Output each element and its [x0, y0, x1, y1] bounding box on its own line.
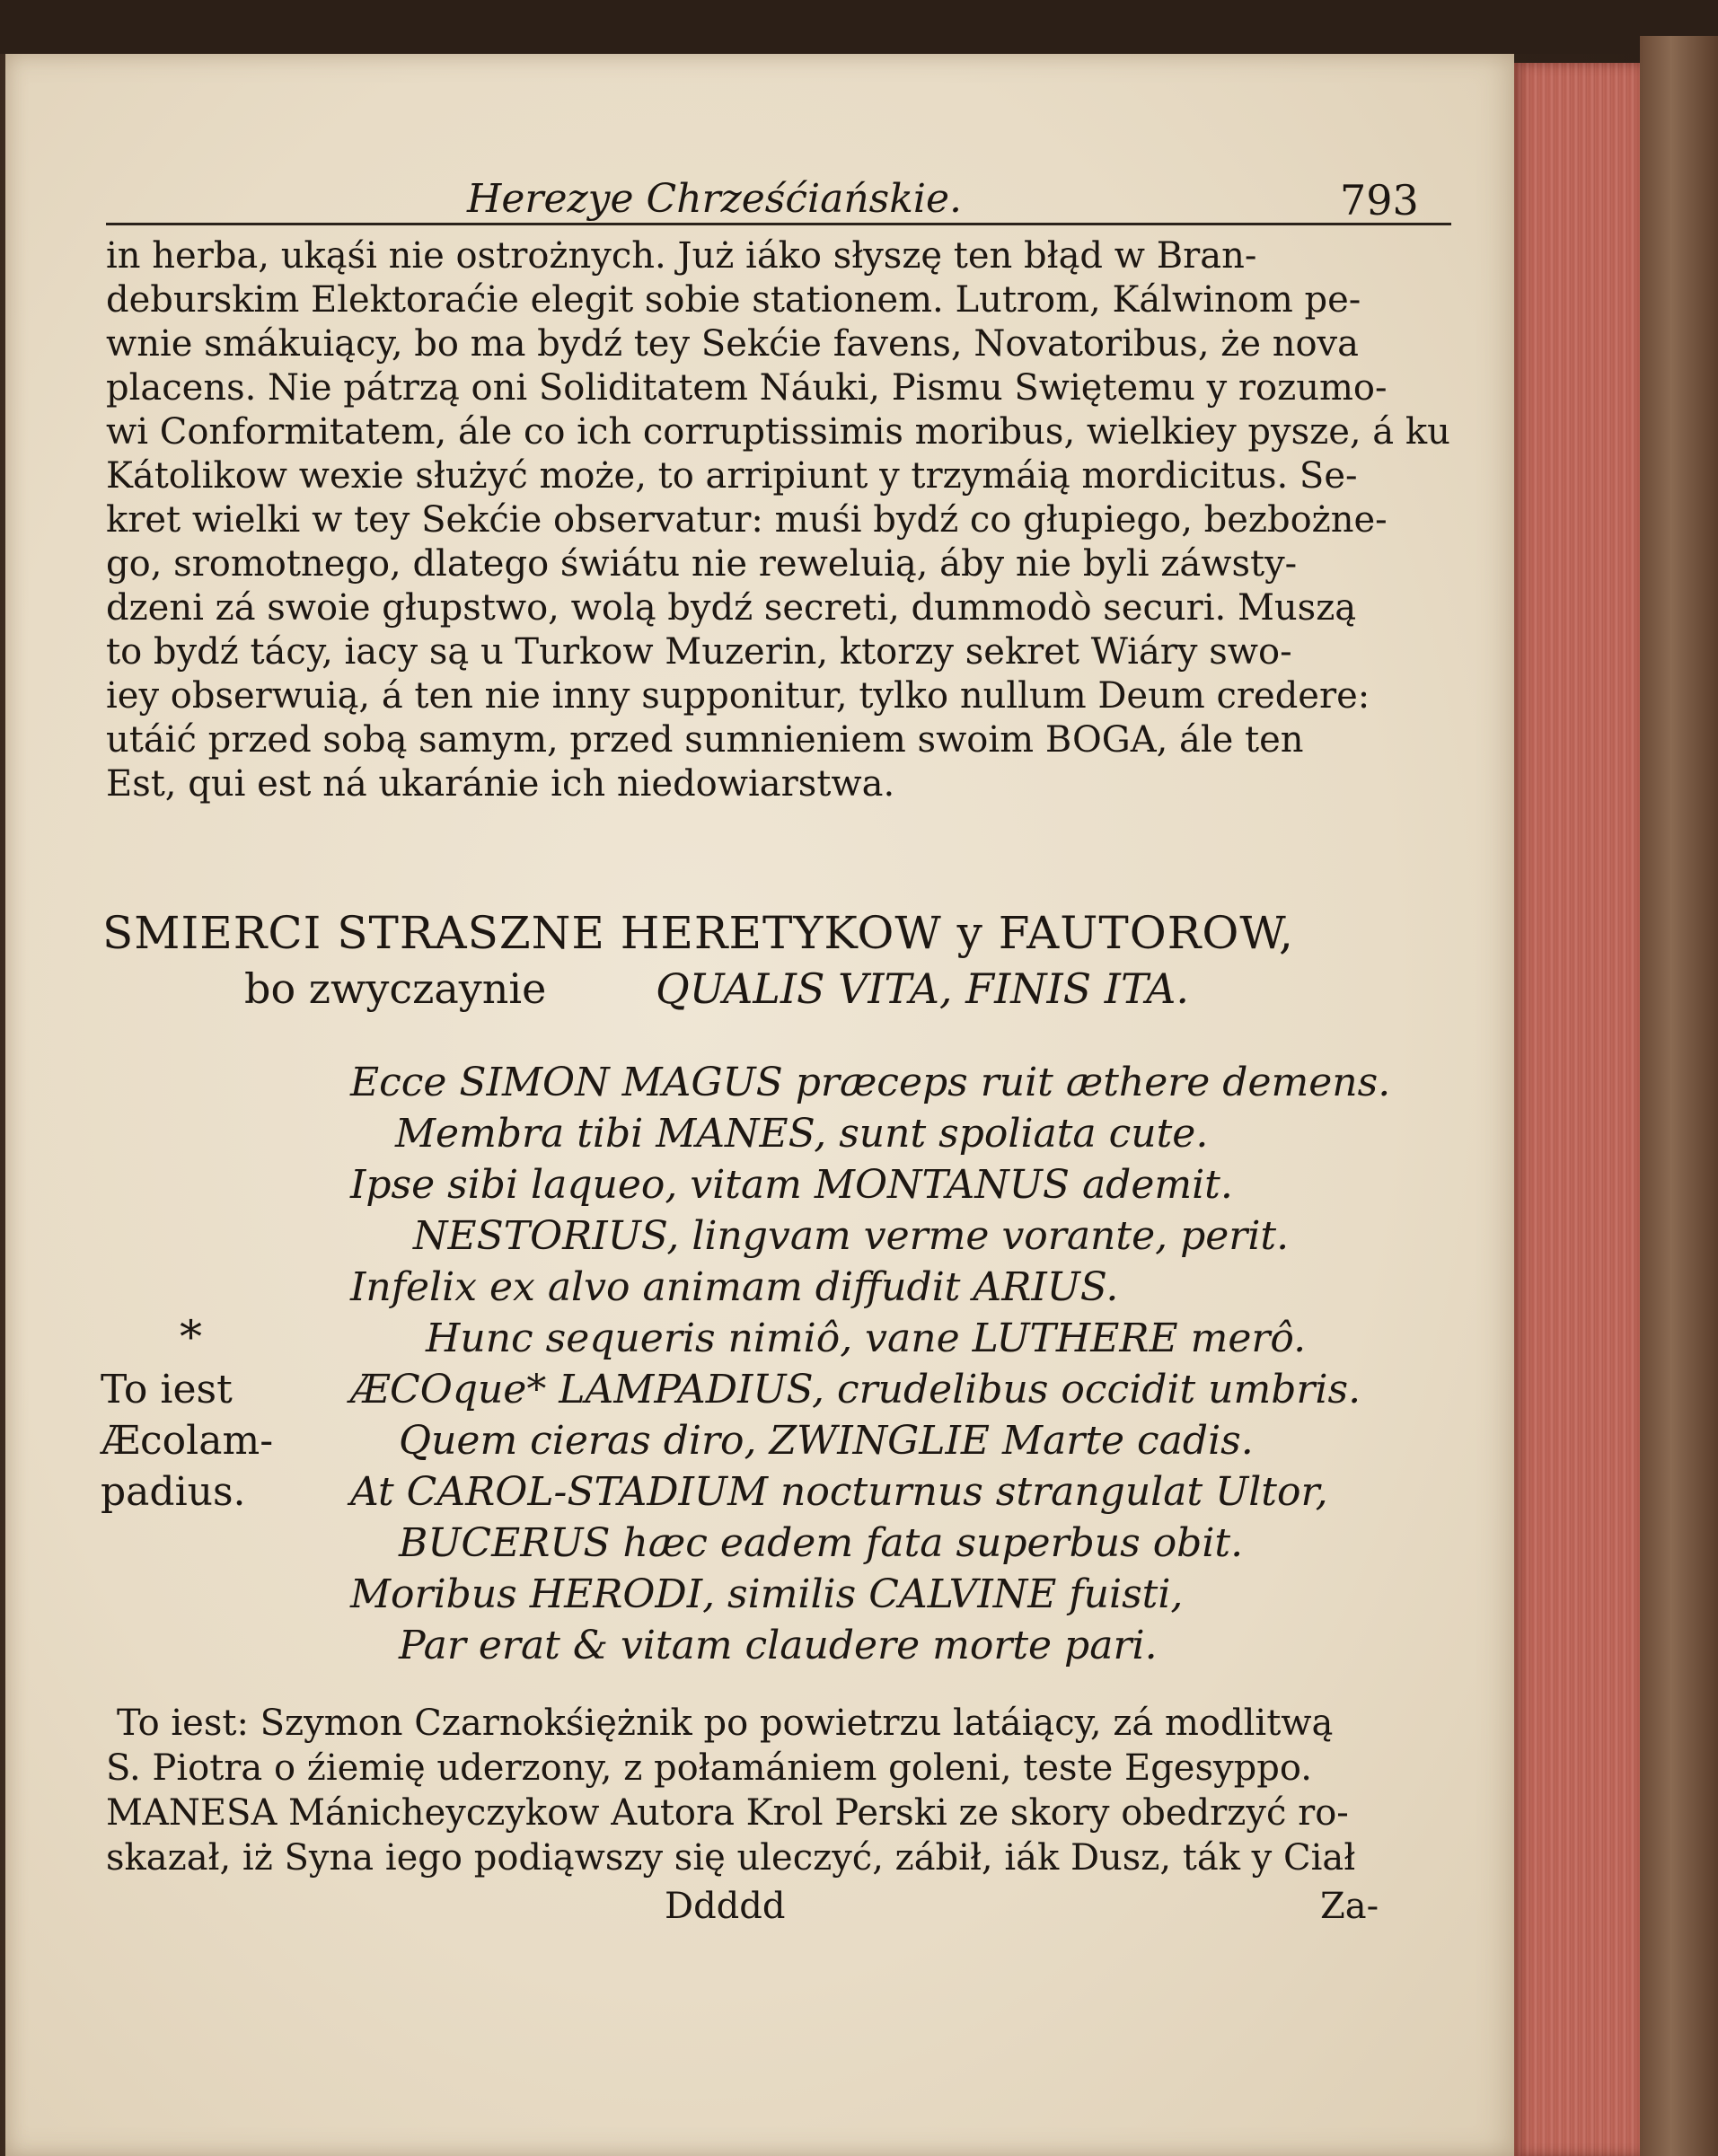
paragraph-line: in herba, ukąśi nie ostrożnych. Już iáko słyszę ten błąd w Bran-	[106, 235, 1257, 277]
cover-edge	[1640, 36, 1718, 2156]
header-rule	[106, 223, 1451, 225]
catchword: Za-	[1320, 1886, 1379, 1927]
verse-line: Ecce SIMON MAGUS præceps ruit æthere demens.	[350, 1060, 1391, 1105]
running-header-title: Herezye Chrześćiańskie.	[467, 176, 963, 222]
paragraph-line: utáić przed sobą samym, przed sumnieniem swoim BOGA, ále ten	[106, 719, 1304, 761]
verse-line: Membra tibi MANES, sunt spoliata cute.	[395, 1111, 1209, 1157]
paragraph-line: kret wielki w tey Sekćie observatur: muśi bydź co głupiego, bezbożne-	[106, 499, 1388, 541]
signature-mark: Ddddd	[665, 1886, 786, 1927]
paragraph-line: to bydź tácy, iacy są u Turkow Muzerin, ktorzy sekret Wiáry swo-	[106, 631, 1292, 673]
paragraph-line: Est, qui est ná ukaránie ich niedowiarstwa.	[106, 763, 895, 805]
footnote-line: skazał, iż Syna iego podiąwszy się uleczyć, zábił, iák Dusz, ták y Ciał	[106, 1837, 1356, 1879]
paragraph-line: Kátolikow wexie służyć może, to arripiunt y trzymáią mordicitus. Se-	[106, 455, 1358, 497]
margin-note-line: To iest	[101, 1367, 233, 1412]
verse-line: BUCERUS hæc eadem fata superbus obit.	[399, 1520, 1244, 1566]
paragraph-line: iey obserwuią, á ten nie inny supponitur, tylko nullum Deum credere:	[106, 675, 1370, 717]
verse-line: At CAROL-STADIUM nocturnus strangulat Ultor,	[350, 1469, 1328, 1515]
section-heading: SMIERCI STRASZNE HERETYKOW y FAUTOROW,	[102, 907, 1294, 959]
verse-line: Ipse sibi laqueo, vitam MONTANUS ademit.	[350, 1162, 1233, 1208]
page-number: 793	[1340, 176, 1419, 224]
verse-line: Hunc sequeris nimiô, vane LUTHERE merô.	[426, 1316, 1307, 1361]
paragraph-line: wnie smákuiący, bo ma bydź tey Sekćie favens, Novatoribus, że nova	[106, 323, 1359, 365]
paragraph-line: deburskim Elektoraćie elegit sobie stationem. Lutrom, Kálwinom pe-	[106, 279, 1361, 321]
section-subheading-roman: bo zwyczaynie	[244, 964, 547, 1013]
margin-asterisk: *	[180, 1311, 202, 1363]
paragraph-line: dzeni zá swoie głupstwo, wolą bydź secreti, dummodò securi. Muszą	[106, 587, 1357, 629]
section-subheading-motto: QUALIS VITA, FINIS ITA.	[656, 964, 1189, 1013]
paragraph-line: go, sromotnego, dlatego świátu nie reweluią, áby nie byli záwsty-	[106, 543, 1298, 585]
verse-line: Infelix ex alvo animam diffudit ARIUS.	[350, 1264, 1119, 1310]
footnote-line: To iest: Szymon Czarnokśiężnik po powietrzu latáiący, zá modlitwą	[117, 1703, 1334, 1744]
footnote-line: MANESA Mánicheyczykow Autora Krol Perski ze skory obedrzyć ro-	[106, 1792, 1349, 1834]
top-shadow	[0, 0, 1718, 54]
verse-line: Moribus HERODI, similis CALVINE fuisti,	[350, 1571, 1184, 1617]
verse-line: Quem cieras diro, ZWINGLIE Marte cadis.	[399, 1418, 1254, 1464]
verse-line: NESTORIUS, lingvam verme vorante, perit.	[413, 1213, 1290, 1259]
page-edge-red	[1514, 63, 1640, 2156]
paragraph-line: wi Conformitatem, ále co ich corruptissimis moribus, wielkiey pysze, á ku	[106, 411, 1450, 453]
verse-line: ÆCOque* LAMPADIUS, crudelibus occidit umbris.	[350, 1367, 1361, 1412]
margin-note-line: padius.	[101, 1469, 246, 1515]
footnote-line: S. Piotra o źiemię uderzony, z połamániem goleni, teste Egesyppo.	[106, 1747, 1312, 1789]
verse-line: Par erat & vitam claudere morte pari.	[399, 1623, 1158, 1668]
paragraph-line: placens. Nie pátrzą oni Soliditatem Náuki, Pismu Swiętemu y rozumo-	[106, 367, 1388, 409]
margin-note-line: Æcolam-	[101, 1418, 274, 1464]
